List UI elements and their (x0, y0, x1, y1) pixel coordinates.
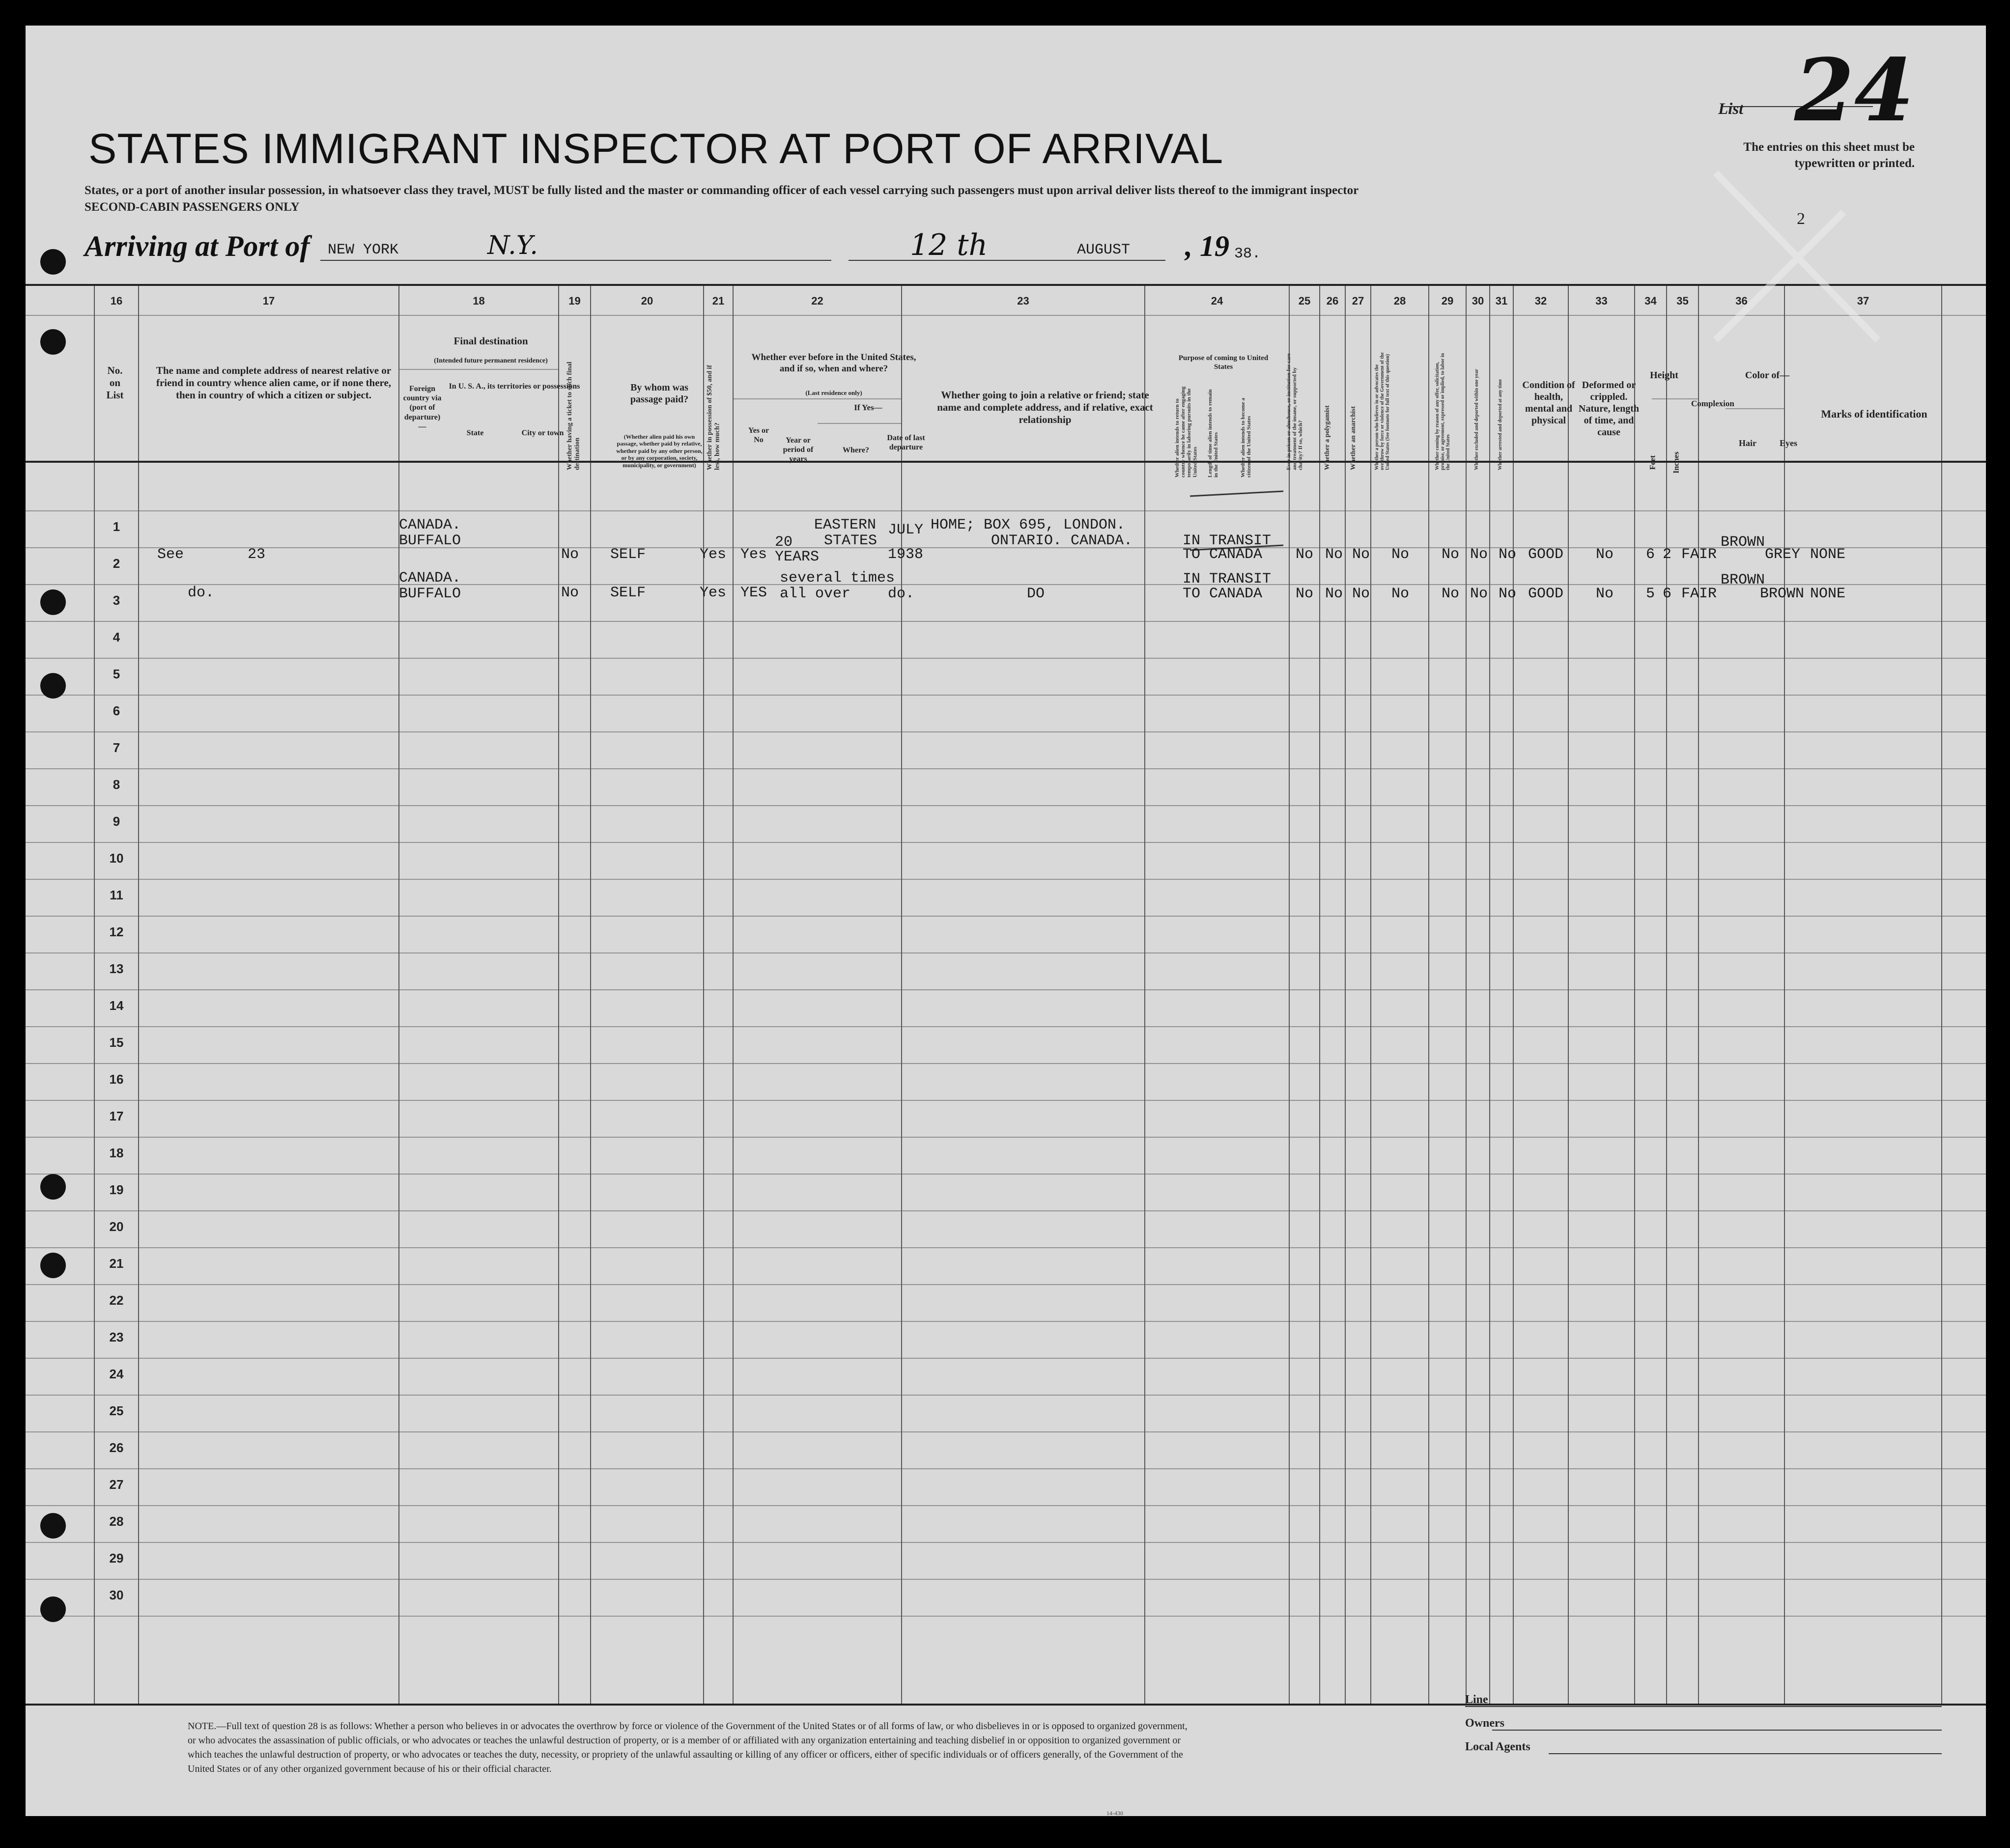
year-prefix: , 19 (1185, 230, 1229, 262)
header-deformed: Deformed or crippled. Nature, length of time, and cause (1579, 380, 1639, 438)
typewritten-note: The entries on this sheet must be typewritten or printed. (1743, 140, 1915, 170)
header-ticket: Whether having a ticket to such final destination (566, 362, 581, 470)
punch-hole (40, 249, 66, 275)
row1-q30: No (1470, 546, 1488, 563)
row1-q26: No (1325, 546, 1343, 563)
row-number: 14 (109, 998, 124, 1013)
row2-q28: No (1391, 586, 1410, 602)
row-number: 17 (109, 1109, 124, 1123)
row-number: 2 (113, 556, 120, 571)
row1-date: JULY (888, 522, 924, 538)
row-number: 25 (109, 1403, 124, 1418)
header-purpose-c: Whether alien intends to become a citizen of the United States (1240, 397, 1252, 477)
row-number: 27 (109, 1477, 124, 1492)
punch-hole (40, 1596, 66, 1622)
row2-q25: No (1296, 586, 1314, 602)
header-q28: Whether a person who believes in or advocates the overthrow by force or violence of the Government of the United States (See footnote for full text of this question) (1374, 352, 1390, 470)
row2-q30: No (1470, 586, 1488, 602)
row2-ticket: No (561, 585, 579, 601)
row2-country: CANADA. (399, 570, 461, 587)
row-number: 28 (109, 1514, 124, 1529)
row1-complexion: FAIR (1681, 546, 1717, 563)
row2-deformed: No (1596, 586, 1614, 602)
sheet-page: 2 (1797, 210, 1805, 228)
row2-purpose: IN TRANSIT (1183, 571, 1272, 588)
header-final-destination: Final destination (453, 335, 528, 347)
row1-q27: No (1352, 546, 1370, 563)
column-number: 26 (1326, 295, 1339, 307)
form-grid (26, 26, 1986, 1816)
punch-hole (40, 329, 66, 355)
form-instructions: States, or a port of another insular possession, in whatsoever class they travel, MUST be fully listed and the master or commanding officer of each vessel carrying such passengers must upon arrival deliver lists thereof to the immigrant inspector (85, 184, 1359, 197)
year-suffix: 38. (1234, 246, 1261, 262)
column-number: 18 (473, 295, 485, 307)
row1-q25: No (1296, 546, 1314, 563)
row2-feet: 5 (1646, 586, 1655, 602)
column-number: 29 (1441, 295, 1454, 307)
header-health: Condition of health, mental and physical (1522, 380, 1575, 426)
header-possession: Whether in possession of $50, and if less, how much? (706, 364, 721, 470)
row1-period: 20 (775, 534, 793, 551)
row2-q31: No (1499, 586, 1517, 602)
punch-hole (40, 673, 66, 699)
header-date-departure: Date of last departure (887, 434, 925, 452)
header-last-residence: (Last residence only) (805, 389, 862, 396)
row1-q28: No (1391, 546, 1410, 563)
header-name-address: The name and complete address of nearest relative or friend in country whence alien came, or if none there, then in country of which a citizen or subject. (156, 364, 392, 401)
row1-hair: BROWN (1721, 534, 1765, 551)
header-q30: Whether excluded and deported within one year (1474, 369, 1479, 470)
row-number: 29 (109, 1551, 124, 1566)
row1-purpose2: TO CANADA (1183, 546, 1263, 563)
row1-period2: YEARS (775, 549, 820, 565)
footnote: NOTE.—Full text of question 28 is as follows: Whether a person who believes in or advocates the overthrow by force or violence of the Government of the United States or of all forms of law, or who disbelieves in or is opposed to organized government, or who advocates the assassination of public officials, or who advocates or teaches the unlawful destruction of property, or is a member of or affiliated with any organization entertaining and teaching disbelief in or opposition to organized government or which teaches the unlawful destruction of property, or who advocates or teaches the duty, necessity, or propriety of the unlawful assaulting or killing of any officer or officers, either of specific individuals or of officers generally, of the Government of the United States or of any other organized government because of his or their official character. (188, 1721, 1188, 1774)
list-number: 24 (1794, 40, 1914, 141)
header-polygamist: Whether a polygamist (1324, 405, 1331, 470)
header-foreign-country: Foreign country via (port of departure)— (403, 385, 442, 431)
form-class: SECOND-CABIN PASSENGERS ONLY (85, 200, 300, 214)
owners-label: Owners (1465, 1717, 1504, 1730)
header-city: City or town (521, 429, 564, 437)
row2-joining: DO (1027, 586, 1045, 602)
day-value: 12 th (910, 228, 988, 262)
row2-health: GOOD (1528, 586, 1564, 602)
row1-q31: No (1499, 546, 1517, 563)
row-number: 6 (113, 703, 120, 718)
row1-money: Yes (700, 546, 727, 563)
column-number: 37 (1857, 295, 1869, 307)
row-number: 8 (113, 777, 120, 792)
row-number: 15 (109, 1035, 124, 1050)
row1-where2: STATES (824, 532, 878, 549)
column-number: 20 (641, 295, 653, 307)
column-number: 25 (1298, 295, 1311, 307)
header-yes-no: Yes or No (748, 426, 769, 445)
row1-q29: No (1442, 546, 1460, 563)
row1-joining: HOME; BOX 695, LONDON. (931, 517, 1126, 533)
row2-marks: NONE (1810, 586, 1846, 602)
row2-date: do. (888, 586, 915, 602)
form-code: 14-430 (1106, 1810, 1123, 1817)
row1-where: EASTERN (814, 517, 877, 533)
row2-name: do. (188, 585, 215, 601)
row2-money: Yes (700, 585, 727, 601)
column-number: 22 (811, 295, 823, 307)
row-number: 7 (113, 740, 120, 755)
header-inches: Inches (1672, 451, 1681, 474)
row1-deformed: No (1596, 546, 1614, 563)
row-number: 23 (109, 1330, 124, 1344)
row-number: 18 (109, 1146, 124, 1160)
row1-paid: SELF (610, 546, 646, 563)
row-number: 26 (109, 1440, 124, 1455)
header-joining: Whether going to join a relative or friend; state name and complete address, and if relative, exact relationship (937, 389, 1153, 426)
list-label: List (1718, 100, 1744, 118)
row1-marks: NONE (1810, 546, 1846, 563)
row1-purpose: IN TRANSIT (1183, 532, 1272, 549)
column-number: 27 (1352, 295, 1364, 307)
row1-city: BUFFALO (399, 532, 461, 549)
column-number: 30 (1472, 295, 1484, 307)
column-number: 35 (1676, 295, 1689, 307)
header-passage-paid: By whom was passage paid? (630, 382, 689, 405)
row1-ref: 23 (248, 546, 266, 563)
header-anarchist: Whether an anarchist (1350, 406, 1357, 470)
row-number: 19 (109, 1182, 124, 1197)
column-number: 34 (1644, 295, 1657, 307)
local-agents-label: Local Agents (1465, 1740, 1530, 1753)
column-number: 19 (568, 295, 581, 307)
row2-city: BUFFALO (399, 586, 461, 602)
header-where: Where? (843, 446, 869, 454)
column-number: 21 (712, 295, 725, 307)
row1-ticket: No (561, 546, 579, 563)
header-hair: Hair (1739, 438, 1756, 448)
row2-eyes: BROWN (1760, 586, 1805, 602)
header-purpose-a: Whether alien intends to return to country whence he came after engaging temporarily in laboring pursuits in the United States (1174, 386, 1198, 477)
row2-purpose2: TO CANADA (1183, 586, 1263, 602)
row-number: 22 (109, 1293, 124, 1308)
punch-hole (40, 1513, 66, 1539)
column-number: 36 (1735, 295, 1748, 307)
header-marks: Marks of identification (1821, 408, 1927, 420)
row2-q26: No (1325, 586, 1343, 602)
row-number: 13 (109, 961, 124, 976)
column-number: 31 (1495, 295, 1508, 307)
header-year-period: Year or period of years (783, 436, 814, 464)
row2-hair: BROWN (1721, 572, 1765, 588)
column-number: 23 (1017, 295, 1029, 307)
column-number: 32 (1534, 295, 1547, 307)
row2-period: several times (780, 570, 895, 587)
punch-hole (40, 1253, 66, 1278)
row-number: 5 (113, 667, 120, 681)
column-number: 28 (1393, 295, 1406, 307)
header-prison: Ever in prison or almshouse, or institution for care and treatment of the insane, or supported by charity? If so, which? (1286, 353, 1304, 470)
row2-paid: SELF (610, 585, 646, 601)
punch-hole (40, 1174, 66, 1200)
row-number: 24 (109, 1367, 124, 1381)
row1-inches: 2 (1663, 546, 1672, 563)
row2-q27: No (1352, 586, 1370, 602)
row-number: 21 (109, 1256, 124, 1271)
row1-date2: 1938 (888, 546, 924, 563)
row-number: 1 (113, 519, 120, 534)
row1-see: See (157, 546, 184, 563)
header-ever-before: Whether ever before in the United States, and if so, when and where? (751, 352, 916, 374)
row1-eyes: GREY (1765, 546, 1801, 563)
header-purpose-b: Length of time alien intends to remain in the United States (1207, 389, 1219, 477)
row1-country: CANADA. (399, 517, 461, 533)
header-no: No. on List (106, 364, 124, 401)
column-number: 24 (1211, 295, 1223, 307)
header-if-yes: If Yes— (854, 403, 882, 412)
row2-before: YES (740, 585, 767, 601)
row-number: 9 (113, 814, 120, 829)
header-purpose: Purpose of coming to United States (1178, 354, 1269, 371)
row-number: 3 (113, 593, 120, 608)
row-number: 30 (109, 1588, 124, 1602)
row2-complexion: FAIR (1681, 586, 1717, 602)
header-color-of: Color of— (1745, 370, 1790, 381)
column-number: 16 (110, 295, 123, 307)
row1-health: GOOD (1528, 546, 1564, 563)
header-feet: Feet (1648, 455, 1657, 470)
manifest-page (26, 26, 1986, 1816)
header-in-usa: In U. S. A., its territories or possessions (449, 382, 580, 391)
header-complexion: Complexion (1691, 399, 1734, 408)
header-q29: Whether coming by reason of any offer, solicitation, promise, or agreement, expressed or implied, to labor in the United States (1435, 353, 1451, 470)
arriving-label: Arriving at Port of (85, 230, 310, 262)
row1-before: Yes (740, 546, 767, 563)
header-final-destination-note: (Intended future permanent residence) (434, 357, 548, 364)
row2-where: all over (780, 586, 851, 602)
month-value: AUGUST (1077, 242, 1131, 258)
row-number: 11 (110, 888, 123, 902)
header-q31: Whether arrested and deported at any time (1498, 379, 1503, 470)
header-eyes: Eyes (1780, 438, 1797, 448)
row-number: 10 (109, 851, 124, 866)
port-value: NEW YORK (328, 242, 399, 258)
row2-q29: No (1442, 586, 1460, 602)
row-number: 4 (113, 630, 120, 644)
row-number: 12 (109, 924, 124, 939)
row1-joining2: ONTARIO. CANADA. (991, 532, 1133, 549)
punch-hole (40, 589, 66, 615)
header-state: State (466, 429, 484, 437)
row-number: 16 (109, 1072, 124, 1087)
line-label: Line (1465, 1693, 1488, 1706)
form-title: STATES IMMIGRANT INSPECTOR AT PORT OF ARRIVAL (88, 125, 1224, 172)
header-passage-paid-note: (Whether alien paid his own passage, whether paid by relative, whether paid by any other person, or by any corporation, society, municipality, or government) (616, 433, 703, 469)
column-number: 17 (262, 295, 275, 307)
header-height: Height (1650, 370, 1678, 381)
state-value: N.Y. (487, 231, 538, 260)
row2-inches: 6 (1663, 586, 1672, 602)
row1-feet: 6 (1646, 546, 1655, 563)
row-number: 20 (109, 1219, 124, 1234)
column-number: 33 (1595, 295, 1608, 307)
